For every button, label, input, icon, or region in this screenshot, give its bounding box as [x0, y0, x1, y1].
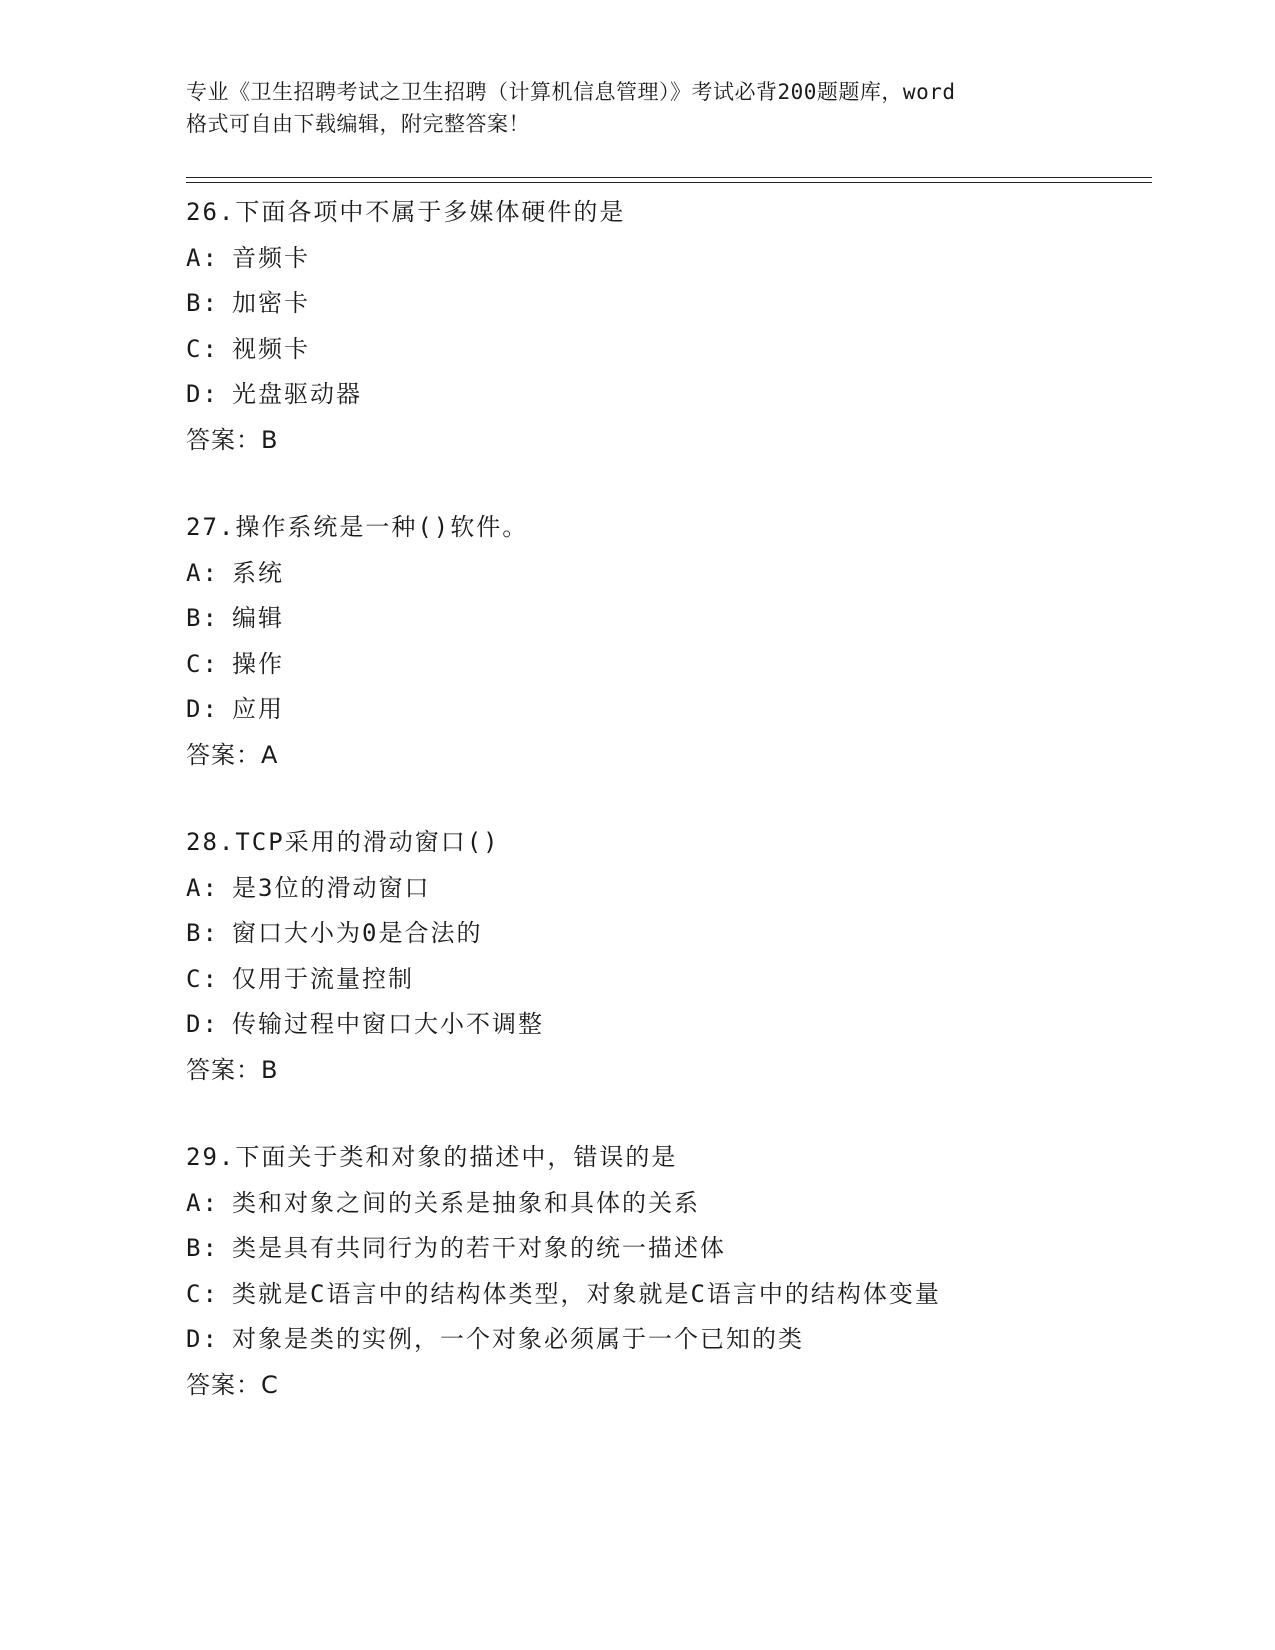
option-text: 仅用于流量控制: [232, 964, 414, 993]
option-letter: D:: [186, 1010, 219, 1038]
question-title: 28.TCP采用的滑动窗口(): [186, 828, 500, 856]
option-c: [186, 957, 1186, 1003]
option-text: 是3位的滑动窗口: [232, 873, 431, 902]
question-28: [186, 820, 1186, 1093]
option-text: 加密卡: [232, 289, 310, 317]
answer: 答案：B: [186, 425, 279, 454]
option-a: [186, 551, 1186, 597]
option-b: [186, 1226, 1186, 1272]
option-text: 类是具有共同行为的若干对象的统一描述体: [232, 1234, 726, 1262]
option-letter: A:: [186, 873, 219, 902]
option-c: [186, 1272, 1186, 1318]
option-text: 编辑: [232, 604, 284, 632]
option-text: 光盘驱动器: [232, 380, 362, 408]
question-29: [186, 1135, 1186, 1408]
header-divider-top: [186, 177, 1152, 178]
option-text: 类和对象之间的关系是抽象和具体的关系: [232, 1188, 700, 1217]
option-text: 类就是C语言中的结构体类型，对象就是C语言中的结构体变量: [232, 1279, 941, 1308]
option-letter: B:: [186, 604, 219, 632]
option-b: [186, 281, 1186, 327]
option-letter: B:: [186, 1234, 219, 1262]
option-c: [186, 327, 1186, 373]
option-text: 应用: [232, 695, 284, 723]
answer: 答案：A: [186, 740, 279, 769]
option-text: 系统: [232, 558, 284, 587]
option-letter: C:: [186, 1279, 219, 1308]
option-letter: D:: [186, 380, 219, 408]
option-text: 传输过程中窗口大小不调整: [232, 1010, 544, 1038]
option-text: 操作: [232, 649, 284, 678]
option-letter: C:: [186, 334, 219, 363]
option-text: 窗口大小为0是合法的: [232, 919, 483, 947]
option-a: [186, 236, 1186, 282]
question-26: [186, 190, 1186, 463]
option-b: [186, 911, 1186, 957]
option-letter: A:: [186, 558, 219, 587]
option-d: [186, 372, 1186, 418]
question-list: [186, 190, 1186, 1450]
option-letter: B:: [186, 919, 219, 947]
header-line-1: 专业《卫生招聘考试之卫生招聘（计算机信息管理）》考试必背200题题库，word: [186, 80, 956, 104]
option-d: [186, 1002, 1186, 1048]
option-letter: A:: [186, 1188, 219, 1217]
option-letter: C:: [186, 649, 219, 678]
option-d: [186, 1317, 1186, 1363]
answer: 答案：C: [186, 1370, 279, 1399]
option-letter: A:: [186, 243, 219, 272]
question-title: 26.下面各项中不属于多媒体硬件的是: [186, 198, 626, 226]
question-27: [186, 505, 1186, 778]
option-letter: C:: [186, 964, 219, 993]
option-letter: B:: [186, 289, 219, 317]
option-d: [186, 687, 1186, 733]
header-divider-bottom: [186, 182, 1152, 183]
option-letter: D:: [186, 695, 219, 723]
document-header: [186, 76, 1086, 140]
option-c: [186, 642, 1186, 688]
option-a: [186, 866, 1186, 912]
option-letter: D:: [186, 1325, 219, 1353]
question-title: 29.下面关于类和对象的描述中，错误的是: [186, 1143, 678, 1171]
option-text: 对象是类的实例，一个对象必须属于一个已知的类: [232, 1325, 804, 1353]
option-text: 音频卡: [232, 243, 310, 272]
option-text: 视频卡: [232, 334, 310, 363]
question-title: 27.操作系统是一种()软件。: [186, 513, 529, 541]
header-line-2: 格式可自由下载编辑，附完整答案！: [186, 112, 530, 136]
option-b: [186, 596, 1186, 642]
answer: 答案：B: [186, 1055, 279, 1084]
option-a: [186, 1181, 1186, 1227]
